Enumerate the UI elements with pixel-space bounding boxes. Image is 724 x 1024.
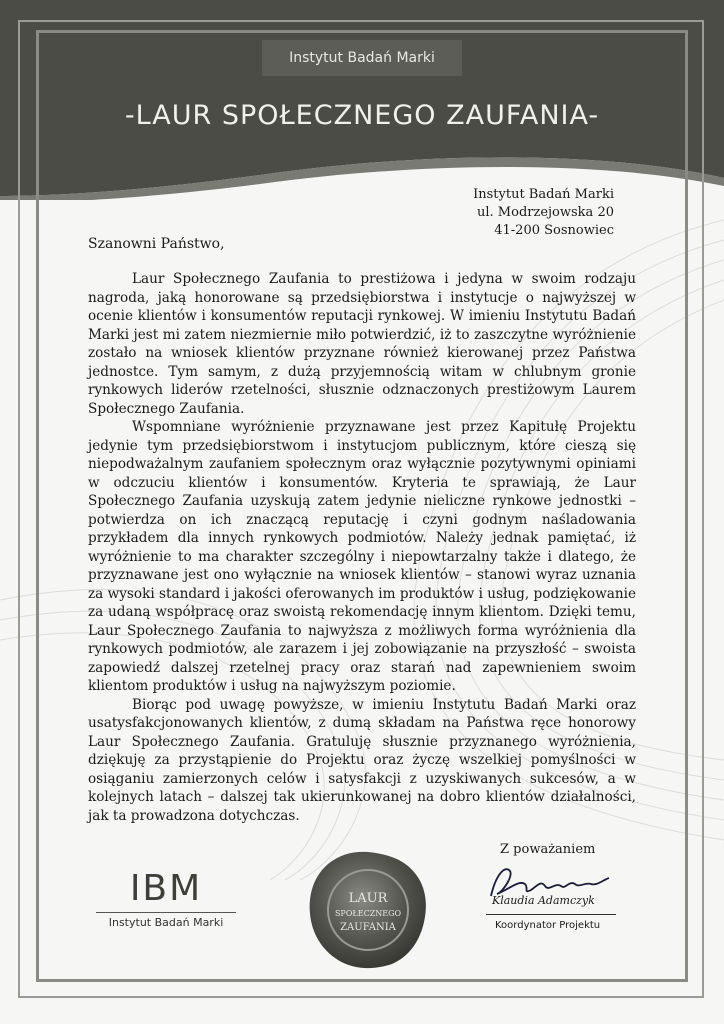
seal-text-1: LAUR (348, 891, 388, 906)
logo-divider (96, 912, 236, 913)
award-title: -LAUR SPOŁECZNEGO ZAUFANIA- (124, 100, 600, 131)
ibm-logo (96, 870, 236, 929)
logo-mark: IBM (129, 868, 203, 909)
seal-text-3: ZAUFANIA (340, 922, 396, 933)
paragraph: Laur Społecznego Zaufania to prestiżowa i jedyna w swoim rodzaju nagroda, jaką honorowane są przedsiębiorstwa i instytucje o najwyższej w ocenie klientów i konsumentów reputacji rynkowej. W imieniu Instytutu Badań Marki jest mi zatem niezmiernie miło potwierdzić, iż to zaszczytne wyróżnienie zostało na wniosek klientów przyznane również kierowanej przez Państwa jednostce. Tym samym, z dużą przyjemnością witam w chlubnym gronie rynkowych liderów rzetelności, słusznie odznaczonych prestiżowym Laurem Społecznego Zaufania. (88, 271, 636, 417)
closing: Z poważaniem (500, 842, 596, 857)
letter-body (88, 270, 636, 825)
paragraph: Wspomniane wyróżnienie przyznawane jest przez Kapitułę Projektu jedynie tym przedsiębiorstwom i instytucjom publicznym, które cieszą się niepodważalnym zaufaniem społecznym oraz wyłącznie pozytywnymi opiniami w odczuciu klientów i konsumentów. Kryteria te sprawiają, że Laur Społecznego Zaufania uzyskują zatem jedynie nieliczne rynkowe jednostki – potwierdza on ich znaczącą reputację i czyni godnym naśladowania przykładem dla innych rynkowych podmiotów. Należy jednak pamiętać, iż wyróżnienie to ma charakter szczególny i niepowtarzalny także i dlatego, że przyznawane jest ono wyłącznie na wniosek klientów – stanowi wyraz uznania za wysoki standard i jakości oferowanych im produktów i usług, podziękowanie za udaną współpracę oraz swoistą rekomendację innym klientom. Dzięki temu, Laur Społecznego Zaufania to najwyższa z możliwych forma wyróżnienia dla rynkowych podmiotów, ale zarazem i jej zobowiązanie na przyszłość – swoista zapowiedź dalszej rzetelnej pracy oraz starań nad zapewnieniem swoim klientom produktów i usług na najwyższym poziomie. (88, 419, 636, 694)
salutation: Szanowni Państwo, (88, 236, 225, 252)
wax-seal-icon (306, 848, 430, 972)
signer-role: Koordynator Projektu (495, 920, 601, 931)
logo-subtitle: Instytut Badań Marki (108, 916, 224, 929)
paragraph: Biorąc pod uwagę powyższe, w imieniu Instytutu Badań Marki oraz usatysfakcjonowanych klientów, z dumą składam na Państwa ręce honorowy Laur Społecznego Zaufania. Gratuluję słusznie przyznanego wyróżnienia, dziękuję za przystąpienie do Projektu oraz życzę wszelkiej pomyślności w osiąganiu zamierzonych celów i satysfakcji z uzyskiwanych sukcesów, a w kolejnych latach – dalszej tak ukierunkowanej na dobro klientów działalności, jak ta prowadzona dotychczas. (88, 696, 636, 824)
address-line-1: Instytut Badań Marki (473, 187, 614, 202)
address-block (473, 186, 614, 240)
signer-name: Klaudia Adamczyk (492, 894, 595, 907)
organization-label: Instytut Badań Marki (289, 50, 435, 66)
seal-text-2: SPOŁECZNEGO (334, 909, 402, 918)
address-line-3: 41-200 Sosnowiec (494, 223, 614, 238)
signature-line (486, 914, 616, 915)
organization-tab (262, 40, 462, 76)
address-line-2: ul. Modrzejowska 20 (477, 205, 614, 220)
